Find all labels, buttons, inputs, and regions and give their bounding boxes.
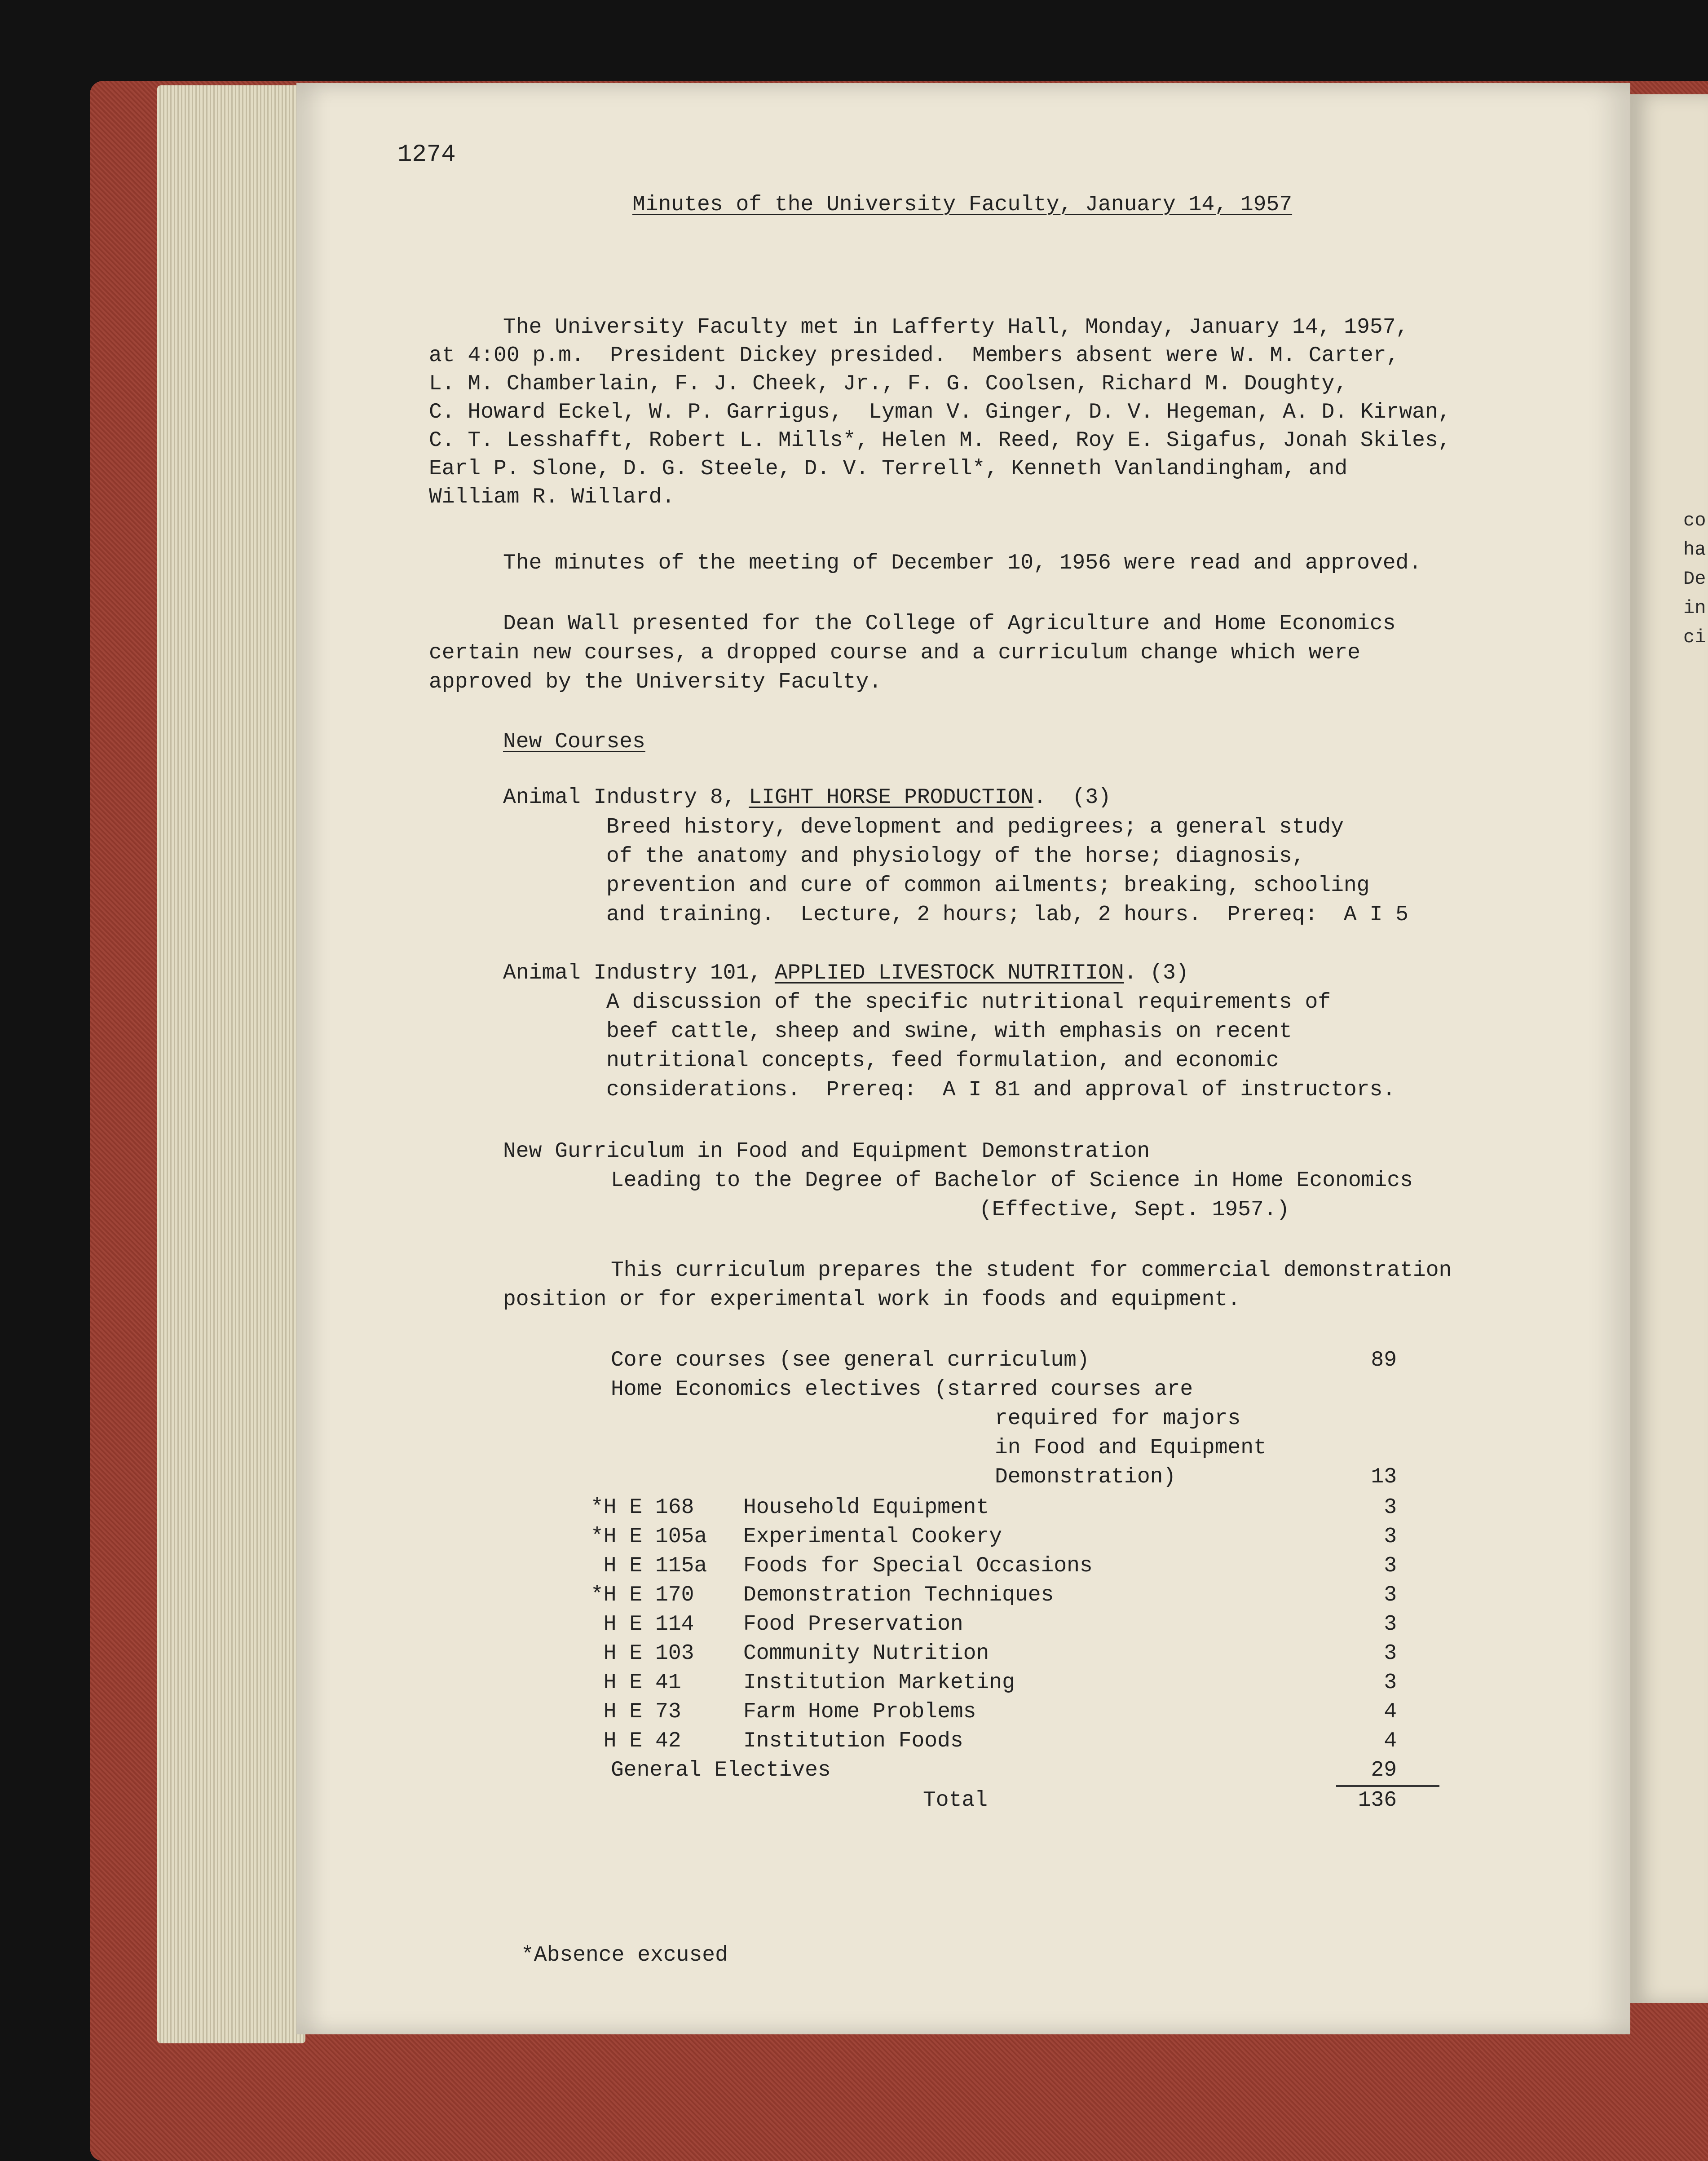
course-credit-value: 3 [1384, 1554, 1397, 1578]
minutes-approved-text: The minutes of the meeting of December 10, 1956 were read and approved. [503, 551, 1422, 575]
course-title: Food Preservation [743, 1612, 963, 1636]
curriculum-description-line: This curriculum prepares the student for commercial demonstration [611, 1258, 1452, 1283]
course-code: *H E 168 [591, 1495, 694, 1520]
intro-line: C. T. Lesshafft, Robert L. Mills*, Helen M. Reed, Roy E. Sigafus, Jonah Skiles, [429, 428, 1451, 453]
adjacent-page-fragment: De [1683, 568, 1706, 590]
course-title: Household Equipment [743, 1495, 989, 1520]
course-code: H E 73 [591, 1700, 681, 1724]
he-electives-line: required for majors [995, 1407, 1241, 1431]
course-credits: . (3) [1033, 785, 1111, 810]
page-title: Minutes of the University Faculty, January 14, 1957 [632, 193, 1293, 217]
course-title: Community Nutrition [743, 1641, 989, 1666]
he-electives-line: in Food and Equipment [995, 1436, 1267, 1460]
new-courses-heading: New Courses [503, 730, 645, 754]
course-code: H E 42 [591, 1729, 681, 1753]
intro-line: The University Faculty met in Lafferty Hall, Monday, January 14, 1957, [503, 315, 1409, 340]
adjacent-page [1630, 94, 1708, 2003]
course-credits: . (3) [1124, 961, 1189, 985]
general-electives-label: General Electives [611, 1758, 831, 1782]
course-credit-value: 3 [1384, 1641, 1397, 1666]
course-description-line: nutritional concepts, feed formulation, and economic [606, 1049, 1279, 1073]
intro-line: William R. Willard. [429, 485, 675, 509]
course-code: *H E 170 [591, 1583, 694, 1607]
adjacent-page-fragment: co [1683, 510, 1706, 531]
intro-line: L. M. Chamberlain, F. J. Cheek, Jr., F. G. Coolsen, Richard M. Doughty, [429, 372, 1348, 396]
course-credit-value: 3 [1384, 1583, 1397, 1607]
course-heading [503, 962, 1189, 984]
course-description-line: of the anatomy and physiology of the horse; diagnosis, [606, 844, 1305, 869]
dean-wall-line: approved by the University Faculty. [429, 670, 882, 694]
course-credit-value: 4 [1384, 1729, 1397, 1753]
course-credit-value: 3 [1384, 1612, 1397, 1636]
course-heading [503, 787, 1111, 808]
course-code: H E 114 [591, 1612, 694, 1636]
adjacent-page-fragment: ci [1683, 626, 1706, 648]
page-edges [157, 85, 305, 2043]
curriculum-heading-line: New Gurriculum in Food and Equipment Demonstration [503, 1139, 1150, 1164]
course-title: Institution Marketing [743, 1671, 1015, 1695]
course-name: APPLIED LIVESTOCK NUTRITION [774, 961, 1124, 985]
page-number: 1274 [397, 141, 456, 168]
course-code: H E 103 [591, 1641, 694, 1666]
course-description-line: prevention and cure of common ailments; breaking, schooling [606, 873, 1370, 898]
general-electives-value: 29 [1371, 1758, 1397, 1782]
course-credit-value: 3 [1384, 1525, 1397, 1549]
course-title: Foods for Special Occasions [743, 1554, 1093, 1578]
course-credit-value: 3 [1384, 1495, 1397, 1520]
curriculum-heading-line: (Effective, Sept. 1957.) [979, 1198, 1290, 1222]
dean-wall-line: Dean Wall presented for the College of Agriculture and Home Economics [503, 612, 1396, 636]
course-code: H E 115a [591, 1554, 707, 1578]
course-description-line: and training. Lecture, 2 hours; lab, 2 hours. Prereq: A I 5 [606, 903, 1408, 927]
adjacent-page-fragment: in [1683, 597, 1706, 619]
course-code: H E 41 [591, 1671, 681, 1695]
course-name: LIGHT HORSE PRODUCTION [749, 785, 1033, 810]
intro-line: at 4:00 p.m. President Dickey presided. Members absent were W. M. Carter, [429, 344, 1399, 368]
course-description-line: beef cattle, sheep and swine, with emphasis on recent [606, 1019, 1292, 1044]
intro-line: Earl P. Slone, D. G. Steele, D. V. Terrell*, Kenneth Vanlandingham, and [429, 457, 1348, 481]
dean-wall-line: certain new courses, a dropped course and a curriculum change which were [429, 641, 1360, 665]
adjacent-page-fragment: ha [1683, 539, 1706, 560]
course-description-line: A discussion of the specific nutritional requirements of [606, 990, 1331, 1014]
total-label: Total [923, 1788, 988, 1813]
total-value: 136 [1358, 1788, 1397, 1813]
footnote: *Absence excused [521, 1943, 728, 1967]
course-prefix: Animal Industry 101, [503, 961, 775, 985]
total-underline [1336, 1785, 1439, 1787]
he-electives-line: Demonstration) [995, 1465, 1176, 1489]
course-code: *H E 105a [591, 1525, 707, 1549]
course-description-line: Breed history, development and pedigrees; a general study [606, 815, 1344, 839]
course-title: Demonstration Techniques [743, 1583, 1054, 1607]
he-electives-line: Home Economics electives (starred courses are [611, 1377, 1193, 1402]
course-title: Institution Foods [743, 1729, 963, 1753]
core-courses-label: Core courses (see general curriculum) [611, 1348, 1090, 1372]
course-credit-value: 4 [1384, 1700, 1397, 1724]
course-description-line: considerations. Prereq: A I 81 and approval of instructors. [606, 1078, 1396, 1102]
course-title: Experimental Cookery [743, 1525, 1002, 1549]
he-electives-value: 13 [1371, 1465, 1397, 1489]
curriculum-description-line: position or for experimental work in foods and equipment. [503, 1288, 1240, 1312]
course-prefix: Animal Industry 8, [503, 785, 749, 810]
curriculum-heading-line: Leading to the Degree of Bachelor of Science in Home Economics [611, 1169, 1413, 1193]
course-credit-value: 3 [1384, 1671, 1397, 1695]
course-title: Farm Home Problems [743, 1700, 976, 1724]
intro-line: C. Howard Eckel, W. P. Garrigus, Lyman V. Ginger, D. V. Hegeman, A. D. Kirwan, [429, 400, 1451, 424]
core-courses-value: 89 [1371, 1348, 1397, 1372]
